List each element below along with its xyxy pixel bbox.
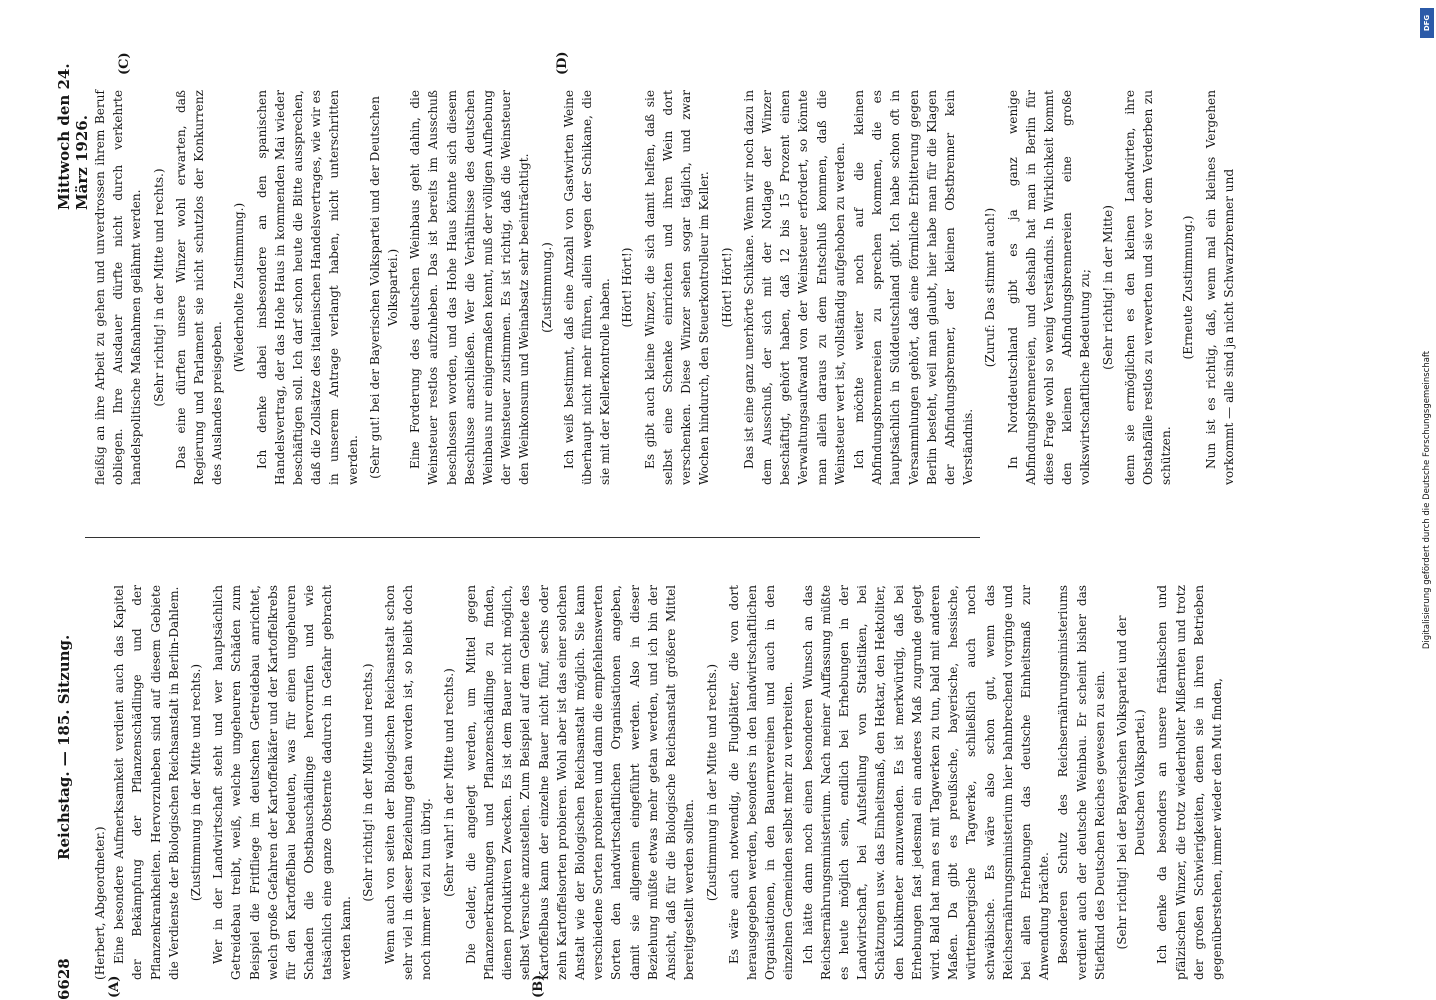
interjection: (Sehr richtig! in der Mitte und rechts.) <box>151 168 166 407</box>
running-header <box>55 60 91 1000</box>
interjection: (Sehr richtig! bei der Bayerischen Volkspartei und der Deutschen Volkspartei.) <box>1114 615 1148 950</box>
margin-marker-b: (B) <box>531 974 546 998</box>
text-column-right <box>91 90 1236 485</box>
margin-marker-d: (D) <box>555 51 570 75</box>
interjection: (Hört! Hört!) <box>620 247 635 328</box>
paragraph: Das ist eine ganz unerhörte Schikane. Wenn wir noch dazu in dem Ausschuß, der sich mit der Notlage der Winzer beschäftigt, gehört haben, daß 12 bis 15 Prozent einen Verwaltungsaufwand von der Weinsteuer erfordert, so könnte man allein daraus zu dem Entschluß kommen, daß die Weinsteuer wert ist, vollständig aufgehoben zu werden. <box>741 90 847 485</box>
dfg-logo <box>1420 8 1434 38</box>
paragraph: Es wäre auch notwendig, die Flugblätter, die von dort herausgegeben werden, besonders in den landwirtschaftlichen Organisationen, in den Bauernvereinen und auch in den einzelnen Gemeinden selbst mehr zu verbreiten. <box>726 585 796 980</box>
interjection: (Zustimmung in der Mitte und rechts.) <box>704 663 719 902</box>
paragraph: denn sie ermöglichen es den kleinen Landwirten, ihre Obstabfälle restlos zu verwerten und sie vor dem Verderben zu schützen. <box>1122 90 1174 485</box>
paragraph: fleißig an ihre Arbeit zu gehen und unverdrossen ihrem Beruf obliegen. Ihre Ausdauer dürfte nicht durch verkehrte handelspolitische Maßnahmen gelähmt werden. <box>93 90 144 485</box>
paragraph: Ich denke da besonders an unsere fränkischen und pfälzischen Winzer, die trotz wiederholter Mißernten und trotz der großen Schwierigkeiten, denen sie in ihren Betrieben gegenüberstehen, immer wieder den Mut finden, <box>1155 585 1224 980</box>
paragraph: Das eine dürften unsere Winzer wohl erwarten, daß Regierung und Parlament sie nicht schutzlos der Konkurrenz des Auslandes preisgeben. <box>173 90 225 485</box>
paragraph: Es gibt auch kleine Winzer, die sich damit helfen, daß sie selbst eine Schenke einrichten und ihren Wein dort verschenken. Diese Winzer sehen sogar täglich, und zwar Wochen hindurch, den Steuerkontrolleur im Keller. <box>642 90 712 485</box>
paragraph: Eine Forderung des deutschen Weinbaus geht dahin, die Weinsteuer restlos aufzuheben. Das ist bereits im Ausschuß beschlossen worden, und das Hohe Haus könnte sich diesem Beschlusse anschließen. Wer die Verhältnisse des deutschen Weinbaus nur einigermaßen kennt, muß der völligen Aufhebung der Weinsteuer zustimmen. Es ist richtig, daß die Weinsteuer den Weinkonsum und Weinabsatz sehr beeinträchtigt. <box>408 90 532 485</box>
header-left-title: Reichstag. — 185. Sitzung. <box>55 634 73 860</box>
paragraph: Die Gelder, die angelegt werden, um Mittel gegen Pflanzenerkrankungen und Pflanzenschädlinge zu finden, dienen produktiven Zwecken. Es ist dem Bauer nicht möglich, selbst Versuche anzustellen. Zum Beispiel auf dem Gebiete des Kartoffelbaus kann der einzelne Bauer nicht fünf, sechs oder zehn Kartoffelsorten probieren. Wohl aber ist das einer solchen Anstalt wie der Biologischen Reichsanstalt möglich. Sie kann verschiedene Sorten probieren und dann die empfehlenswerten Sorten den landwirtschaftlichen Organisationen angeben, damit sie allgemein eingeführt werden. Also in dieser Beziehung müßte etwas mehr getan werden, und ich bin der Ansicht, daß für die Biologische Reichsanstalt größere Mittel bereitgestellt werden sollten. <box>463 585 697 980</box>
paragraph: Ich hätte dann noch einen besonderen Wunsch an das Reichsernährungsministerium. Nach meiner Auffassung müßte es heute möglich sein, endlich bei Erhebungen in der Landwirtschaft, bei Aufstellung von Statistiken, bei Schätzungen usw. das Einheitsmaß, den Hektar, den Hektoliter, den Kubikmeter anzuwenden. Es ist merkwürdig, daß bei Erhebungen fast jedesmal ein anderes Maß zugrunde gelegt wird. Bald hat man es mit Tagwerken zu tun, bald mit anderen Maßen. Da gibt es preußische, bayerische, hessische, württembergische Tagwerke, schließlich auch noch schwäbische. Es wäre also schon gut, wenn das Reichsernährungsministerium hier bahnbrechend vorginge und bei allen Erhebungen das deutsche Einheitsmaß zur Anwendung brächte. <box>800 585 1052 980</box>
paragraph: Ich denke dabei insbesondere an den spanischen Handelsvertrag, der das Hohe Haus in kommenden Mai wieder beschäftigen soll. Ich darf schon heute die Bitte aussprechen, daß die Zollsätze des italienischen Handelsvertrages, wie wir es in unserem Antrage verlangt haben, nicht unterschritten werden. <box>254 90 360 485</box>
digitization-credit <box>1418 6 1436 994</box>
page-number: 6628 <box>55 958 73 1000</box>
paragraph: Ich möchte weiter noch auf die kleinen Abfindungsbrennereien zu sprechen kommen, die es hauptsächlich in Süddeutschland gibt. Ich habe schon oft in Versammlungen gehört, daß eine förmliche Erbitterung gegen Berlin besteht, weil man glaubt, hier habe man für die Klagen der Abfindungsbrenner, der kleinen Obstbrenner kein Verständnis. <box>851 90 976 485</box>
text-column-left <box>91 585 1224 980</box>
dfg-logo-label: DFG <box>1423 14 1431 32</box>
speaker-line: (Herbert, Abgeordneter.) <box>93 826 107 980</box>
interjection: (Sehr richtig! in der Mitte und rechts.) <box>360 663 375 902</box>
header-right-title: Mittwoch den 24. März 1926. <box>55 63 91 210</box>
margin-marker-a: (A) <box>107 975 122 998</box>
paragraph: Besonderen Schutz des Reichsernährungsministeriums verdient auch der deutsche Weinbau. Er scheint bisher das Stiefkind des Deutschen Reiches gewesen zu sein. <box>1056 585 1107 980</box>
document-page <box>45 51 1385 1000</box>
interjection: (Sehr wahr! in der Mitte und rechts.) <box>441 668 456 897</box>
interjection: (Zustimmung in der Mitte und rechts.) <box>189 663 204 902</box>
paragraph: Wenn auch von seiten der Biologischen Reichsanstalt schon sehr viel in dieser Beziehung getan worden ist, so bleibt doch noch immer viel zu tun übrig. <box>383 585 434 980</box>
credit-text: Digitalisierung gefördert durch die Deutsche Forschungsgemeinschaft <box>1422 350 1432 650</box>
interjection: (Hört! Hört!) <box>719 247 734 328</box>
interjection: (Sehr richtig! in der Mitte) <box>1100 205 1115 370</box>
margin-marker-c: (C) <box>117 52 132 75</box>
column-divider <box>85 537 980 538</box>
interjection: (Erneute Zustimmung.) <box>1181 215 1196 360</box>
interjection: (Zustimmung.) <box>539 242 554 333</box>
interjection: (Sehr gut! bei der Bayerischen Volkspartei und der Deutschen Volkspartei.) <box>367 96 401 479</box>
paragraph: Wer in der Landwirtschaft steht und wer hauptsächlich Getreidebau treibt, weiß, welche ungeheuren Schäden zum Beispiel die Fritfliege im deutschen Getreidebau anrichtet, welch große Gefahren der Kartoffelkäfer und der Kartoffelkrebs für den Kartoffelbau bedeuten, was für einen ungeheuren Schaden die Obstbauschädlinge hervorrufen und wie tatsächlich eine ganze Obsternte dadurch in Gefahr gebracht werden kann. <box>211 585 353 980</box>
interjection: (Wiederholte Zustimmung.) <box>232 202 247 373</box>
paragraph: Ich weiß bestimmt, daß eine Anzahl von Gastwirten Weine überhaupt nicht mehr führen, allein wegen der Schikane, die sie mit der Kellerkontrolle haben. <box>561 90 613 485</box>
paragraph: Nun ist es richtig, daß, wenn mal ein kleines Vergehen vorkommt — alle sind ja nicht Schwarzbrenner und <box>1203 90 1236 485</box>
paragraph: In Norddeutschland gibt es ja ganz wenige Abfindungsbrennereien, und deshalb hat man in Berlin für diese Frage wohl so wenig Verständnis. In Wirklichkeit kommt den kleinen Abfindungsbrennereien eine große volkswirtschaftliche Bedeutung zu; <box>1005 90 1093 485</box>
paragraph: Eine besondere Aufmerksamkeit verdient auch das Kapitel der Bekämpfung der Pflanzenschädlinge und der Pflanzenkrankheiten. Hervorzuheben sind auf diesem Gebiete die Verdienste der Biologischen Reichsanstalt in Berlin-Dahlem. <box>112 585 181 980</box>
interjection: (Zuruf: Das stimmt auch!) <box>983 207 998 368</box>
